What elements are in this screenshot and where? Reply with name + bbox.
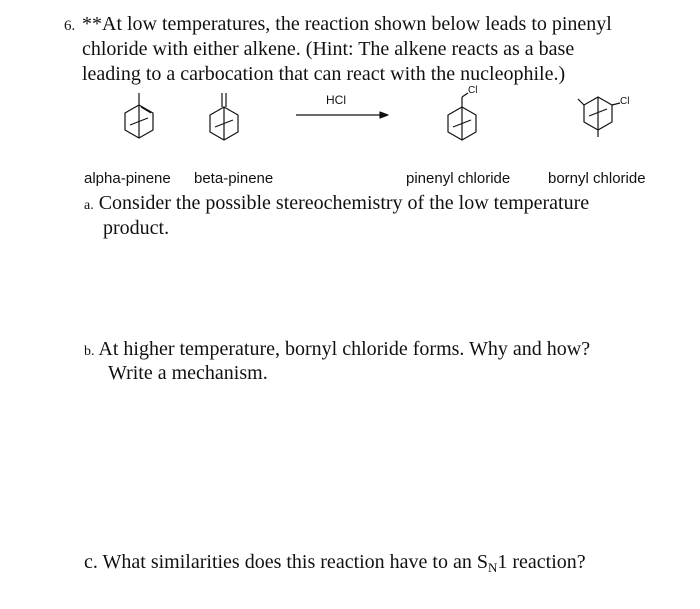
label-bornyl-chloride: bornyl chloride <box>548 170 646 187</box>
stem-line-1: **At low temperatures, the reaction shown below leads to pinenyl <box>82 13 612 35</box>
label-alpha-pinene: alpha-pinene <box>84 170 171 187</box>
alpha-pinene-structure <box>125 93 153 138</box>
part-b-label: b. <box>84 344 95 359</box>
part-b-line-2: Write a mechanism. <box>108 362 268 384</box>
reagent-hcl: HCl <box>326 93 346 107</box>
label-pinenyl-chloride: pinenyl chloride <box>406 170 511 187</box>
bornyl-chloride-structure <box>578 97 620 137</box>
part-b-line-1: At higher temperature, bornyl chloride forms. Why and how? <box>98 338 591 360</box>
pinenyl-cl-atom: Cl <box>468 85 478 96</box>
question-stem <box>82 12 682 87</box>
part-b <box>84 337 590 364</box>
part-c-label: c. <box>84 551 98 573</box>
question-number: 6. <box>64 18 76 34</box>
part-a-label: a. <box>84 198 94 213</box>
bornyl-cl-atom: Cl <box>620 96 630 107</box>
part-a <box>84 191 589 218</box>
part-a-line-2: product. <box>103 217 170 239</box>
part-c-text-post: 1 reaction? <box>497 551 586 573</box>
beta-pinene-structure <box>210 93 238 140</box>
part-a-line-1: Consider the possible stereochemistry of the low temperature <box>98 192 590 214</box>
part-c <box>84 550 586 575</box>
part-c-text-pre: What similarities does this reaction have to an S <box>102 551 488 573</box>
pinenyl-chloride-structure <box>448 93 476 140</box>
part-c-subscript: N <box>488 560 498 575</box>
stem-line-3: leading to a carbocation that can react with the nucleophile.) <box>82 63 566 85</box>
reaction-arrow <box>296 112 388 118</box>
stem-line-2: chloride with either alkene. (Hint: The alkene reacts as a base <box>82 38 575 60</box>
label-beta-pinene: beta-pinene <box>194 170 274 187</box>
